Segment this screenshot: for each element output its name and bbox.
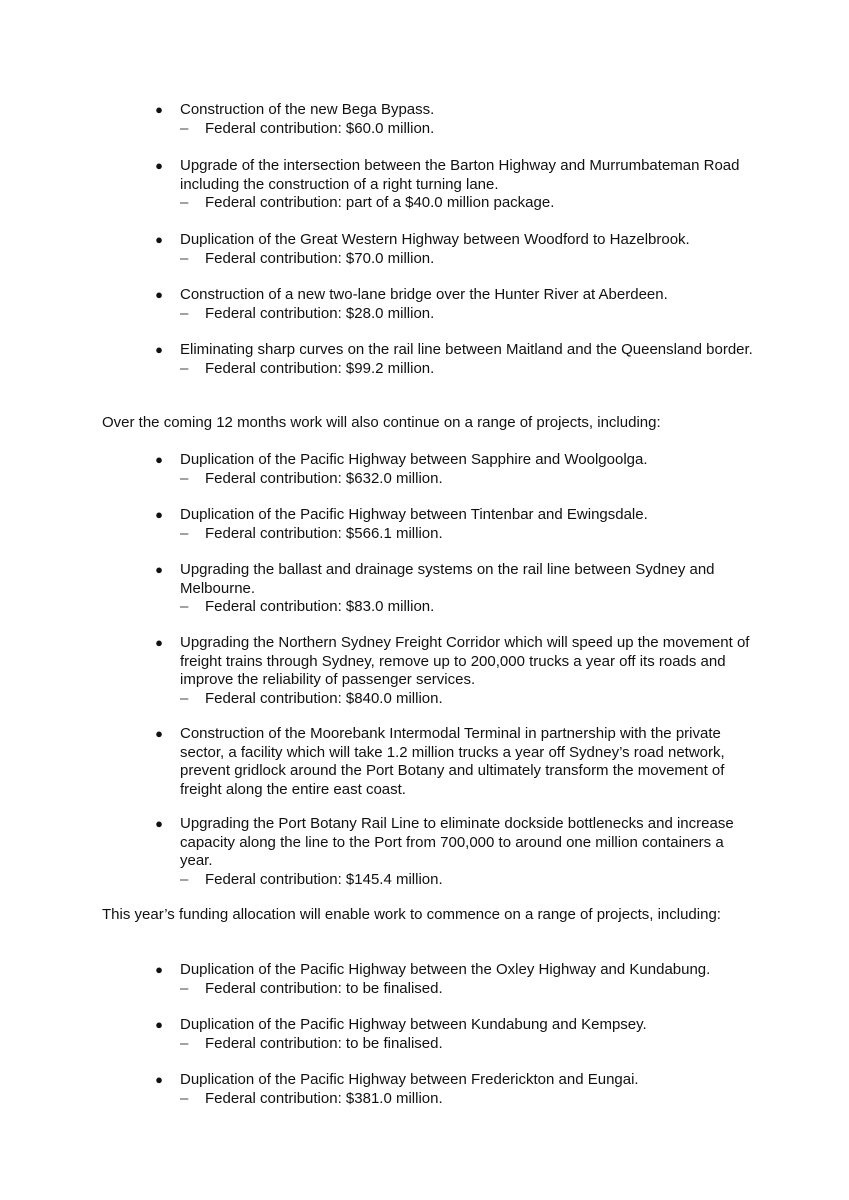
list-item-text: Eliminating sharp curves on the rail line between Maitland and the Queensland border. — [180, 341, 753, 358]
sub-item — [180, 305, 760, 324]
bullet-icon: ● — [155, 102, 163, 117]
sub-item — [180, 1035, 760, 1054]
sub-item — [180, 194, 760, 213]
list-item — [155, 961, 760, 998]
list-item-text: Duplication of the Pacific Highway between Sapphire and Woolgoolga. — [180, 451, 648, 468]
bullet-icon: ● — [155, 507, 163, 522]
federal-contribution: Federal contribution: $381.0 million. — [205, 1089, 443, 1107]
bullet-icon: ● — [155, 1017, 163, 1032]
list-item-text: Upgrading the Port Botany Rail Line to eliminate dockside bottlenecks and increase capacity along the line to the Port from 700,000 to around one million containers a year. — [180, 815, 734, 869]
list-item — [155, 451, 760, 488]
federal-contribution: Federal contribution: $632.0 million. — [205, 469, 443, 487]
federal-contribution: Federal contribution: $28.0 million. — [205, 304, 435, 322]
bullet-icon: ● — [155, 158, 163, 173]
dash-icon: – — [180, 304, 189, 322]
dash-icon: – — [180, 119, 189, 137]
dash-icon: – — [180, 524, 189, 542]
list-item-text: Upgrading the Northern Sydney Freight Corridor which will speed up the movement of freight trains through Sydney, remove up to 200,000 trucks a year off its roads and improve the reliability of passenger services. — [180, 634, 750, 688]
list-item-text: Duplication of the Great Western Highway between Woodford to Hazelbrook. — [180, 231, 690, 248]
sub-item — [180, 120, 760, 139]
bullet-icon: ● — [155, 287, 163, 302]
sub-item — [180, 360, 760, 379]
dash-icon: – — [180, 870, 189, 888]
dash-icon: – — [180, 1034, 189, 1052]
paragraph: Over the coming 12 months work will also continue on a range of projects, including: — [102, 414, 661, 431]
bullet-icon: ● — [155, 562, 163, 577]
bullet-icon: ● — [155, 452, 163, 467]
list-item-text: Upgrading the ballast and drainage systems on the rail line between Sydney and Melbourne. — [180, 561, 715, 597]
list-item-text: Construction of a new two-lane bridge over the Hunter River at Aberdeen. — [180, 286, 668, 303]
federal-contribution: Federal contribution: $99.2 million. — [205, 359, 435, 377]
dash-icon: – — [180, 359, 189, 377]
list-item-text: Duplication of the Pacific Highway between Frederickton and Eungai. — [180, 1071, 639, 1088]
federal-contribution: Federal contribution: $566.1 million. — [205, 524, 443, 542]
dash-icon: – — [180, 979, 189, 997]
federal-contribution: Federal contribution: to be finalised. — [205, 979, 443, 997]
list-item-text: Upgrade of the intersection between the Barton Highway and Murrumbateman Road including the construction of a right turning lane. — [180, 157, 740, 193]
federal-contribution: Federal contribution: part of a $40.0 million package. — [205, 194, 555, 211]
dash-icon: – — [180, 469, 189, 487]
sub-item — [180, 1090, 760, 1109]
list-item — [155, 231, 760, 268]
list-item — [155, 634, 760, 708]
bullet-icon: ● — [155, 962, 163, 977]
sub-item — [180, 871, 760, 890]
federal-contribution: Federal contribution: $60.0 million. — [205, 119, 435, 137]
dash-icon: – — [180, 689, 189, 707]
federal-contribution: Federal contribution: $83.0 million. — [205, 598, 435, 615]
sub-item — [180, 250, 760, 269]
list-item — [155, 101, 760, 138]
list-item-text: Duplication of the Pacific Highway between the Oxley Highway and Kundabung. — [180, 961, 711, 978]
federal-contribution: Federal contribution: $70.0 million. — [205, 249, 435, 267]
dash-icon: – — [180, 598, 189, 615]
bullet-icon: ● — [155, 635, 163, 650]
bullet-icon: ● — [155, 232, 163, 247]
federal-contribution: Federal contribution: $840.0 million. — [205, 689, 443, 707]
list-item — [155, 815, 760, 889]
sub-item — [180, 598, 760, 617]
list-item — [155, 341, 760, 378]
list-item — [155, 1016, 760, 1053]
list-item — [155, 506, 760, 543]
federal-contribution: Federal contribution: $145.4 million. — [205, 870, 443, 888]
sub-item — [180, 980, 760, 999]
bullet-icon: ● — [155, 1072, 163, 1087]
sub-item — [180, 470, 760, 489]
bullet-icon: ● — [155, 816, 163, 831]
paragraph: This year’s funding allocation will enable work to commence on a range of projects, including: — [102, 906, 721, 923]
list-item — [155, 561, 760, 617]
list-item-text: Duplication of the Pacific Highway between Tintenbar and Ewingsdale. — [180, 506, 648, 523]
federal-contribution: Federal contribution: to be finalised. — [205, 1034, 443, 1052]
sub-item — [180, 690, 760, 709]
list-item — [155, 286, 760, 323]
list-item — [155, 157, 760, 213]
dash-icon: – — [180, 249, 189, 267]
list-item-text: Construction of the new Bega Bypass. — [180, 101, 435, 118]
list-item-text: Construction of the Moorebank Intermodal Terminal in partnership with the private sector, a facility which will take 1.2 million trucks a year off Sydney’s road network, prevent gridlock around the Port Botany and ultimately transform the movement of freight along the entire east coast. — [180, 725, 725, 798]
bullet-icon: ● — [155, 726, 163, 741]
dash-icon: – — [180, 194, 189, 211]
sub-item — [180, 525, 760, 544]
dash-icon: – — [180, 1089, 189, 1107]
list-item — [155, 725, 760, 799]
list-item-text: Duplication of the Pacific Highway between Kundabung and Kempsey. — [180, 1016, 647, 1033]
bullet-icon: ● — [155, 342, 163, 357]
list-item — [155, 1071, 760, 1108]
